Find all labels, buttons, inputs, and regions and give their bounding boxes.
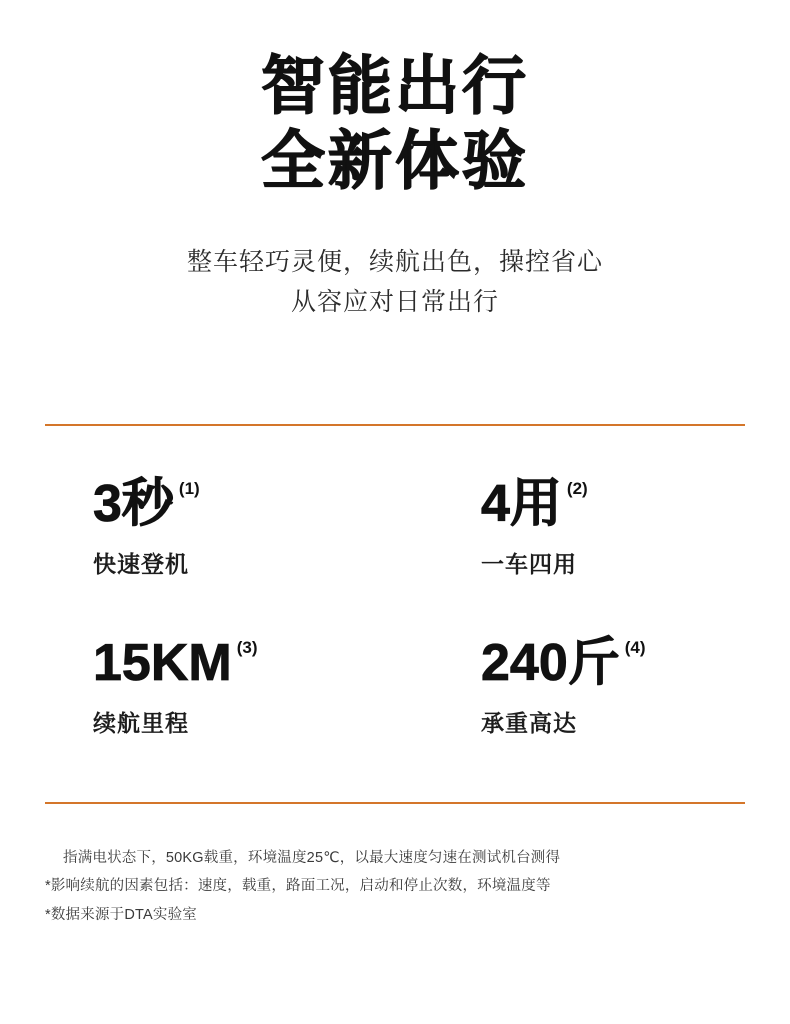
stats-grid bbox=[45, 426, 745, 738]
stat-footnote-marker: (1) bbox=[178, 479, 200, 499]
stat-value-row bbox=[481, 634, 745, 693]
stat-item bbox=[45, 475, 395, 579]
subtitle bbox=[0, 196, 790, 322]
stat-label: 承重高达 bbox=[481, 710, 577, 737]
footnote-2: *影响续航的因素包括：速度，载重，路面工况，启动和停止次数，环境温度等 bbox=[45, 878, 551, 895]
stat-value: 4用 bbox=[481, 475, 562, 534]
stat-value: 3秒 bbox=[93, 475, 174, 534]
subtitle-line-1: 整车轻巧灵便，续航出色，操控省心 bbox=[186, 248, 603, 277]
footnotes bbox=[45, 804, 745, 929]
subtitle-line-2: 从容应对日常出行 bbox=[290, 288, 499, 317]
stat-label: 快速登机 bbox=[93, 551, 189, 578]
stat-item bbox=[45, 634, 395, 738]
stat-value-row bbox=[93, 634, 395, 693]
stat-footnote-marker: (4) bbox=[624, 638, 646, 658]
stat-value: 15KM bbox=[93, 634, 232, 693]
page-title bbox=[0, 0, 790, 196]
stat-value: 240斤 bbox=[481, 634, 620, 693]
stat-item bbox=[395, 475, 745, 579]
stat-value-row bbox=[93, 475, 395, 534]
stat-footnote-marker: (3) bbox=[236, 638, 258, 658]
footnote-3: *数据来源于DTA实验室 bbox=[45, 906, 197, 923]
stat-footnote-marker: (2) bbox=[566, 479, 588, 499]
stat-item bbox=[395, 634, 745, 738]
headline-line-2: 全新体验 bbox=[261, 125, 529, 198]
footnote-1: 指满电状态下，50KG载重，环境温度25℃，以最大速度匀速在测试机台测得 bbox=[63, 850, 561, 867]
stat-value-row bbox=[481, 475, 745, 534]
stat-label: 一车四用 bbox=[481, 551, 577, 578]
headline-line-1: 智能出行 bbox=[261, 50, 529, 122]
stat-label: 续航里程 bbox=[93, 710, 189, 737]
